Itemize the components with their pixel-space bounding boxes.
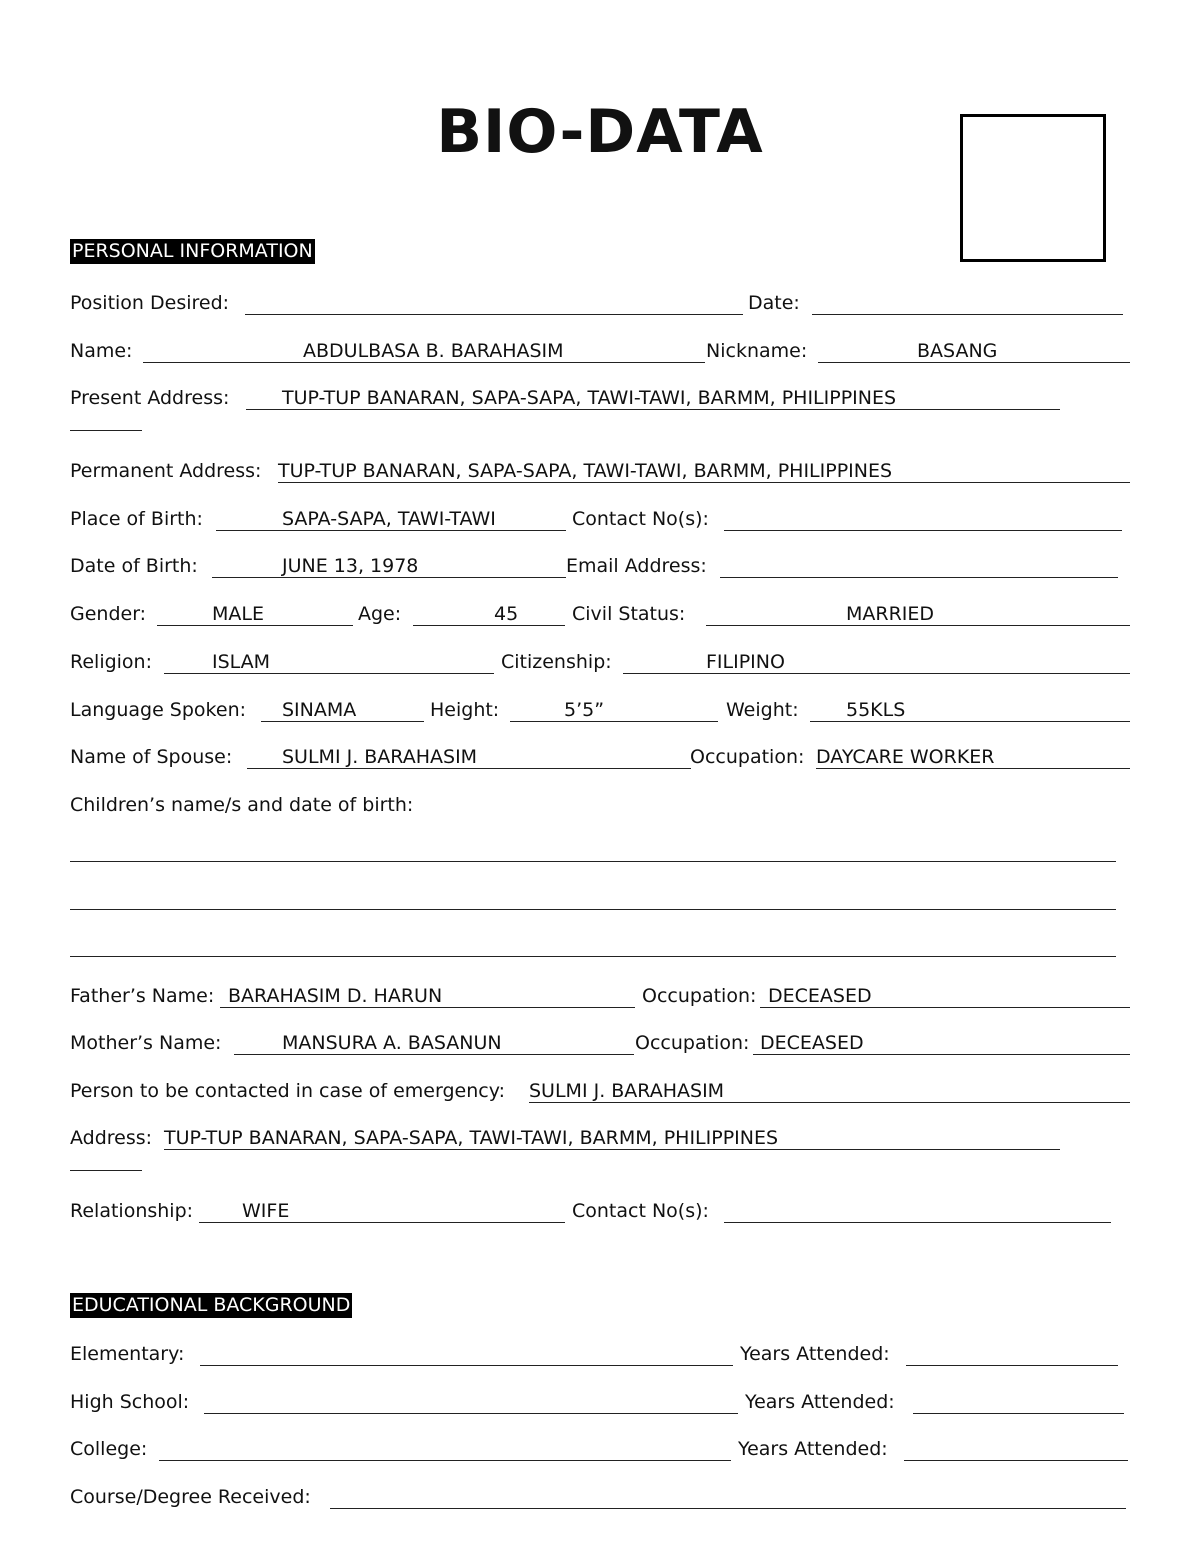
name-value: ABDULBASA B. BARAHASIM bbox=[303, 340, 564, 362]
weight-label: Weight: bbox=[726, 699, 799, 721]
nickname-label: Nickname: bbox=[706, 340, 808, 362]
mother-value: MANSURA A. BASANUN bbox=[282, 1032, 502, 1054]
height-field[interactable] bbox=[510, 721, 718, 722]
section-educational-background: EDUCATIONAL BACKGROUND bbox=[72, 1294, 351, 1316]
elementary-years-field[interactable] bbox=[906, 1365, 1118, 1366]
course-field[interactable] bbox=[330, 1508, 1126, 1509]
date-label: Date: bbox=[748, 292, 800, 314]
civil-status-label: Civil Status: bbox=[572, 603, 686, 625]
relationship-label: Relationship: bbox=[70, 1200, 194, 1222]
course-label: Course/Degree Received: bbox=[70, 1486, 311, 1508]
photo-box bbox=[960, 114, 1106, 262]
civil-status-value: MARRIED bbox=[846, 603, 935, 625]
high-school-years-field[interactable] bbox=[913, 1413, 1124, 1414]
children-label: Children’s name/s and date of birth: bbox=[70, 794, 414, 816]
citizenship-label: Citizenship: bbox=[501, 651, 612, 673]
mother-label: Mother’s Name: bbox=[70, 1032, 222, 1054]
language-value: SINAMA bbox=[282, 699, 357, 721]
present-address-value: TUP-TUP BANARAN, SAPA-SAPA, TAWI-TAWI, BARMM, PHILIPPINES bbox=[282, 387, 897, 409]
weight-value: 55KLS bbox=[846, 699, 906, 721]
email-label: Email Address: bbox=[566, 555, 707, 577]
permanent-address-label: Permanent Address: bbox=[70, 460, 262, 482]
name-label: Name: bbox=[70, 340, 133, 362]
height-label: Height: bbox=[430, 699, 500, 721]
gender-value: MALE bbox=[212, 603, 264, 625]
children-line-2[interactable] bbox=[70, 909, 1116, 910]
mother-occupation-label: Occupation: bbox=[635, 1032, 750, 1054]
spouse-occupation-label: Occupation: bbox=[690, 746, 805, 768]
place-of-birth-label: Place of Birth: bbox=[70, 508, 203, 530]
contact-nos-field[interactable] bbox=[724, 530, 1122, 531]
position-desired-field[interactable] bbox=[245, 314, 743, 315]
father-label: Father’s Name: bbox=[70, 985, 215, 1007]
present-address-label: Present Address: bbox=[70, 387, 230, 409]
age-value: 45 bbox=[494, 603, 519, 625]
children-line-3[interactable] bbox=[70, 956, 1116, 957]
citizenship-value: FILIPINO bbox=[706, 651, 785, 673]
father-occupation-label: Occupation: bbox=[642, 985, 757, 1007]
date-of-birth-value: JUNE 13, 1978 bbox=[282, 555, 419, 577]
language-label: Language Spoken: bbox=[70, 699, 247, 721]
age-field[interactable] bbox=[413, 625, 565, 626]
spouse-occupation-value: DAYCARE WORKER bbox=[816, 746, 995, 768]
high-school-label: High School: bbox=[70, 1391, 190, 1413]
children-line-1[interactable] bbox=[70, 861, 1116, 862]
present-address-line-continuation bbox=[70, 430, 142, 431]
religion-label: Religion: bbox=[70, 651, 153, 673]
section-personal-information: PERSONAL INFORMATION bbox=[72, 240, 313, 262]
spouse-label: Name of Spouse: bbox=[70, 746, 233, 768]
position-desired-label: Position Desired: bbox=[70, 292, 230, 314]
height-value: 5’5” bbox=[564, 699, 605, 721]
address-label: Address: bbox=[70, 1127, 153, 1149]
high-school-field[interactable] bbox=[204, 1413, 738, 1414]
age-label: Age: bbox=[358, 603, 402, 625]
emergency-contact-label: Contact No(s): bbox=[572, 1200, 709, 1222]
date-field[interactable] bbox=[812, 314, 1123, 315]
relationship-value: WIFE bbox=[242, 1200, 290, 1222]
spouse-value: SULMI J. BARAHASIM bbox=[282, 746, 478, 768]
elementary-label: Elementary: bbox=[70, 1343, 185, 1365]
emergency-address-line-continuation bbox=[70, 1170, 142, 1171]
college-years-field[interactable] bbox=[904, 1460, 1128, 1461]
form-title: BIO-DATA bbox=[436, 97, 764, 167]
elementary-field[interactable] bbox=[200, 1365, 733, 1366]
contact-nos-label: Contact No(s): bbox=[572, 508, 709, 530]
emergency-contact-field[interactable] bbox=[724, 1222, 1111, 1223]
father-occupation-value: DECEASED bbox=[768, 985, 872, 1007]
religion-value: ISLAM bbox=[212, 651, 271, 673]
gender-label: Gender: bbox=[70, 603, 147, 625]
citizenship-field[interactable] bbox=[623, 673, 1130, 674]
elementary-years-label: Years Attended: bbox=[740, 1343, 890, 1365]
permanent-address-value: TUP-TUP BANARAN, SAPA-SAPA, TAWI-TAWI, BARMM, PHILIPPINES bbox=[278, 460, 893, 482]
high-school-years-label: Years Attended: bbox=[745, 1391, 895, 1413]
emergency-person-value: SULMI J. BARAHASIM bbox=[529, 1080, 725, 1102]
father-value: BARAHASIM D. HARUN bbox=[228, 985, 443, 1007]
date-of-birth-label: Date of Birth: bbox=[70, 555, 198, 577]
college-label: College: bbox=[70, 1438, 148, 1460]
email-field[interactable] bbox=[720, 577, 1118, 578]
nickname-value: BASANG bbox=[917, 340, 998, 362]
emergency-person-label: Person to be contacted in case of emergency: bbox=[70, 1080, 505, 1102]
mother-occupation-value: DECEASED bbox=[760, 1032, 864, 1054]
college-years-label: Years Attended: bbox=[738, 1438, 888, 1460]
college-field[interactable] bbox=[159, 1460, 731, 1461]
place-of-birth-value: SAPA-SAPA, TAWI-TAWI bbox=[282, 508, 496, 530]
emergency-address-value: TUP-TUP BANARAN, SAPA-SAPA, TAWI-TAWI, BARMM, PHILIPPINES bbox=[164, 1127, 779, 1149]
